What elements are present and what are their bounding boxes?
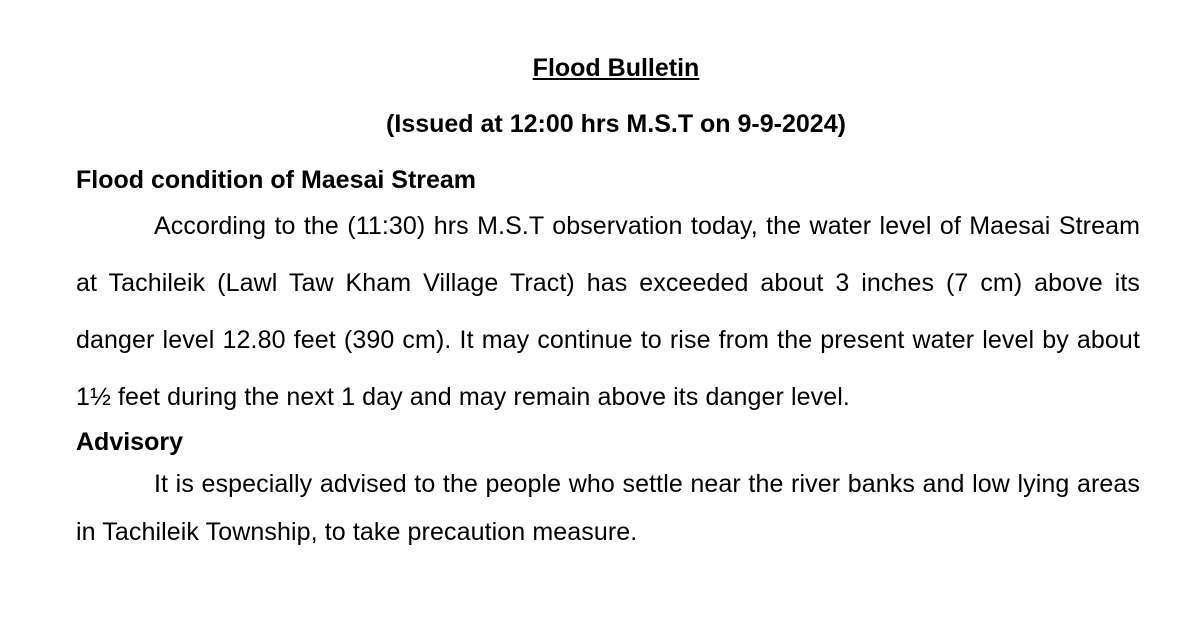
advisory-paragraph: It is especially advised to the people who settle near the river banks and low lying areas in Tachileik Township, to take precaution measure. <box>76 470 1140 546</box>
flood-condition-paragraph: According to the (11:30) hrs M.S.T observation today, the water level of Maesai Stream at Tachileik (Lawl Taw Kham Village Tract) has exceeded about 3 inches (7 cm) above its danger level 12.80 feet (390 cm). It may continue to rise from the present water level by about 1½ feet during the next 1 day and may remain above its danger level. <box>76 212 1140 411</box>
bulletin-title: Flood Bulletin <box>532 54 700 82</box>
advisory-heading: Advisory <box>76 428 183 456</box>
issued-timestamp: (Issued at 12:00 hrs M.S.T on 9-9-2024) <box>386 110 846 138</box>
flood-condition-heading: Flood condition of Maesai Stream <box>76 166 477 194</box>
bulletin-document <box>76 50 1140 556</box>
